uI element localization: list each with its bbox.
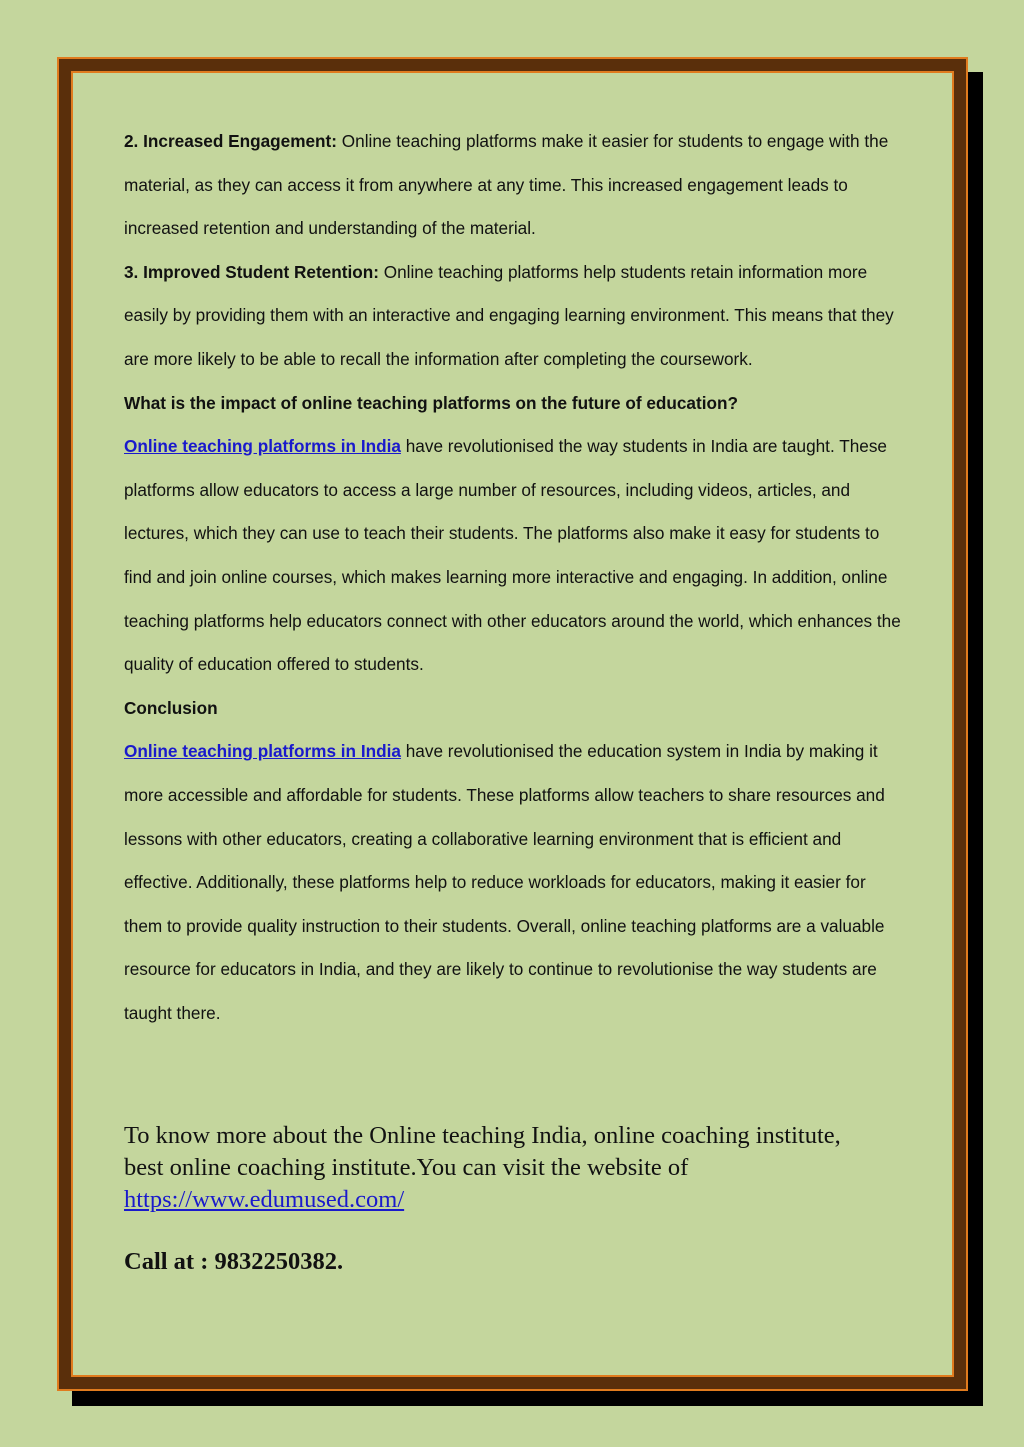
- paragraph-impact: [124, 425, 904, 687]
- document-body: [124, 120, 904, 1035]
- heading-impact-text: What is the impact of online teaching platforms on the future of education?: [124, 392, 738, 413]
- heading-impact: [124, 382, 904, 426]
- text-impact: have revolutionised the way students in India are taught. These platforms allow educators to access a large number of resources, including videos, articles, and lectures, which they can use to teach their students. The platforms also make it easy for students to find and join online courses, which makes learning more interactive and engaging. In addition, online teaching platforms help educators connect with other educators around the world, which enhances the quality of education offered to students.: [124, 436, 901, 675]
- footer-paragraph: [124, 1120, 884, 1216]
- link-online-teaching-platforms-conclusion[interactable]: Online teaching platforms in India: [124, 741, 401, 762]
- link-online-teaching-platforms-impact[interactable]: Online teaching platforms in India: [124, 436, 401, 457]
- website-link[interactable]: https://www.edumused.com/: [124, 1186, 405, 1213]
- paragraph-improved-retention: [124, 251, 904, 382]
- footer-text: To know more about the Online teaching India, online coaching institute, best online coaching institute.You can visit the website of: [124, 1122, 841, 1181]
- heading-increased-engagement: 2. Increased Engagement:: [124, 131, 338, 151]
- text-increased-engagement: Online teaching platforms make it easier for students to engage with the material, as they can access it from anywhere at any time. This increased engagement leads to increased retention and understanding of the material.: [124, 131, 889, 239]
- heading-conclusion-text: Conclusion: [124, 697, 218, 718]
- paragraph-increased-engagement: [124, 120, 904, 251]
- heading-conclusion: [124, 687, 904, 731]
- text-conclusion: have revolutionised the education system in India by making it more accessible and affordable for students. These platforms allow teachers to share resources and lessons with other educators, creating a collaborative learning environment that is efficient and effective. Additionally, these platforms help to reduce workloads for educators, making it easier for them to provide quality instruction to their students. Overall, online teaching platforms are a valuable resource for educators in India, and they are likely to continue to revolutionise the way students are taught there.: [124, 741, 885, 1023]
- call-line: Call at : 9832250382.: [124, 1248, 344, 1275]
- paragraph-conclusion: [124, 730, 904, 1035]
- text-improved-retention: Online teaching platforms help students retain information more easily by providing them with an interactive and engaging learning environment. This means that they are more likely to be able to recall the information after completing the coursework.: [124, 261, 894, 369]
- heading-improved-retention: 3. Improved Student Retention:: [124, 261, 379, 282]
- footer-block: [124, 1120, 884, 1278]
